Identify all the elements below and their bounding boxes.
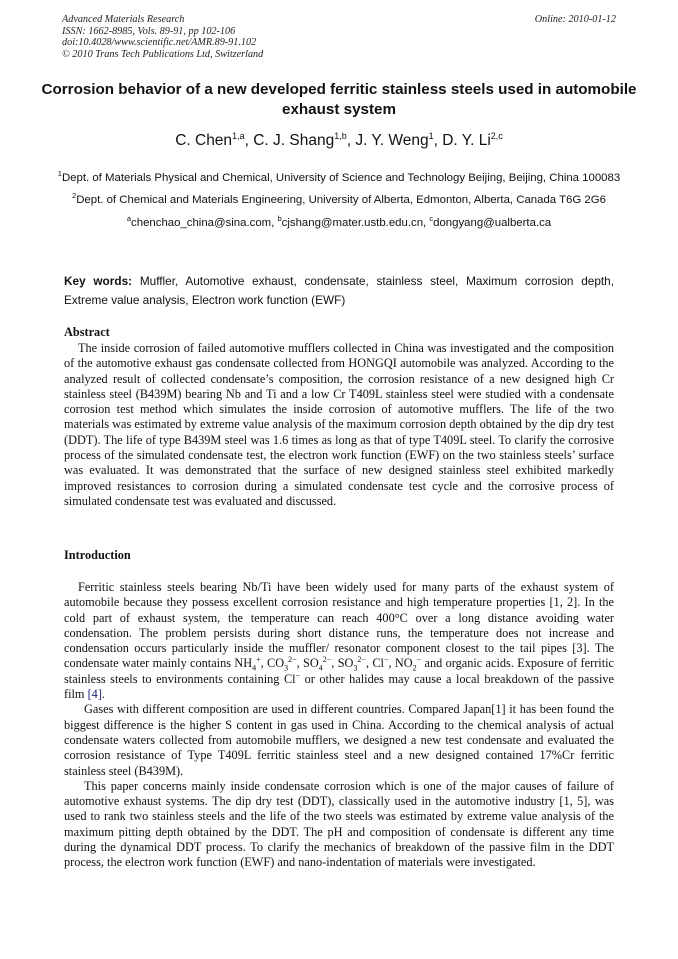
intro-paragraph-2: Gases with different composition are used in different countries. Compared Japan[1] it has been found the biggest difference is the higher S content in gas used in China. According to the chemical analysis of actual condensate waters collected from automobile mufflers, we designed a new test condensate and evaluated the corrosion resistance of Type T409L ferritic stainless steel and a new designed contained 17%Cr ferritic stainless steel (B439M). [64,702,614,778]
intro-paragraph-1: Ferritic stainless steels bearing Nb/Ti have been widely used for many parts of the exhaust system of automobile because they possess excellent corrosion resistance and high temperature properties [1, 2]. In the cold part of exhaust system, the temperature can reach 400°C over a long distance avoiding water condensation. The problem persists during short distance runs, the temperature does not increase and condensation occurs particularly inside the muffler/ resonator component closest to the tail pipes [3]. The condensate water mainly contains $NH_4^+$, $CO_3^{2-}$, $SO_4^{2-}$, $SO_3^{2-}$, Cl−, $NO_2^-$ and organic acids. Exposure of ferritic stainless steels to environments containing Cl− or other halides may cause a local breakdown of the passive film [4]. [64,580,614,702]
introduction-body [64,580,614,871]
author-affil-mark: 2,c [490,131,503,141]
abstract-body [64,341,614,509]
issn-line: ISSN: 1662-8985, Vols. 89-91, pp 102-106 [62,25,236,37]
keywords-text: Muffler, Automotive exhaust, condensate, stainless steel, Maximum corrosion depth, Extreme value analysis, Electron work function (EWF) [64,274,614,307]
introduction-heading: Introduction [64,548,131,562]
doi-line: doi:10.4028/www.scientific.net/AMR.89-91.102 [62,37,257,49]
email-link[interactable]: chenchao_china@sina.com, [131,216,275,229]
intro-paragraph-3: This paper concerns mainly inside condensate corrosion which is one of the major causes of failure of automotive exhaust systems. The dip dry test (DDT), classically used in the automotive industry [1, 5], was used to rank two stainless steels and the life of the two steels was estimated by extreme value analysis of the maximum pitting depth obtained by the DDT. The pH and composition of condensate is different any time during the dynamical DDT process. To clarify the mechanics of breakdown of the passive film in the DDT process, the electron work function (EWF) and nano-indentation of materials were investigated. [64,778,614,870]
journal-name: Advanced Materials Research [62,14,185,25]
author-affil-mark: 1,a [232,131,245,141]
author-name: C. J. Shang [253,132,335,150]
keywords-label: Key words: [64,274,133,288]
author-affil-mark: 1,b [334,131,347,141]
journal-header [62,14,263,60]
affiliations [40,165,638,232]
author-name: J. Y. Weng [355,132,429,150]
citation-link[interactable]: [4] [87,687,102,702]
affiliation-1: $^1$Dept. of Materials Physical and Chemical, University of Science and Technology Beijing, Beijing, China 100083 [57,169,621,184]
online-date: Online: 2010-01-12 [534,14,616,25]
abstract-text: The inside corrosion of failed automotive mufflers collected in China was investigated and the composition of the automotive exhaust gas condensate collected from HONGQI automobile was analyzed. According to the analyzed result of collected condensate’s composition, the corrosion resistance of a new designed high Cr stainless steel (B439M) bearing Nb and Ti and a low Cr T409L stainless steel were studied with a condensate corrosion test method which simulates the inside corrosion of automotive mufflers. The life of the two materials was estimated by extreme value analysis of the maximum corrosion depth obtained by the dip dry test (DDT). The life of type B439M steel was 1.6 times as long as that of type T409L steel. To clarify the corrosive process of the simulated condensate test, the electron work function (EWF) on the two stainless steels’ surface was evaluated. It was demonstrated that the surface of new designed stainless steel exhibited markedly improved resistances to corrosion during a simulated condensate test cycle and the corrosive process of simulated condensate test was evaluated and discussed. [64,341,614,508]
author-name: C. Chen [175,132,233,150]
abstract-heading: Abstract [64,325,110,339]
copyright-line: © 2010 Trans Tech Publications Ltd, Switzerland [62,48,264,60]
affiliation-2: $^2$Dept. of Chemical and Materials Engineering, University of Alberta, Edmonton, Alberta, Canada T6G 2G6 [72,191,606,207]
email-line: $^a$chenchao_china@sina.com, $^b$cjshang@mater.ustb.edu.cn, $^c$dongyang@ualberta.ca [126,213,552,229]
email-link[interactable]: cjshang@mater.ustb.edu.cn, [281,216,427,229]
author-name: D. Y. Li [442,132,491,150]
author-list: C. Chen$^{1,a}$, C. J. Shang$^{1,b}$, J. Y. Weng$^1$, D. Y. Li$^{2,c}$ [175,131,503,150]
email-link[interactable]: dongyang@ualberta.ca [433,216,552,229]
author-affil-mark: 1 [428,131,434,141]
paper-title: Corrosion behavior of a new developed ferritic stainless steels used in automobile exhaust system [41,81,637,118]
keywords [64,272,614,309]
